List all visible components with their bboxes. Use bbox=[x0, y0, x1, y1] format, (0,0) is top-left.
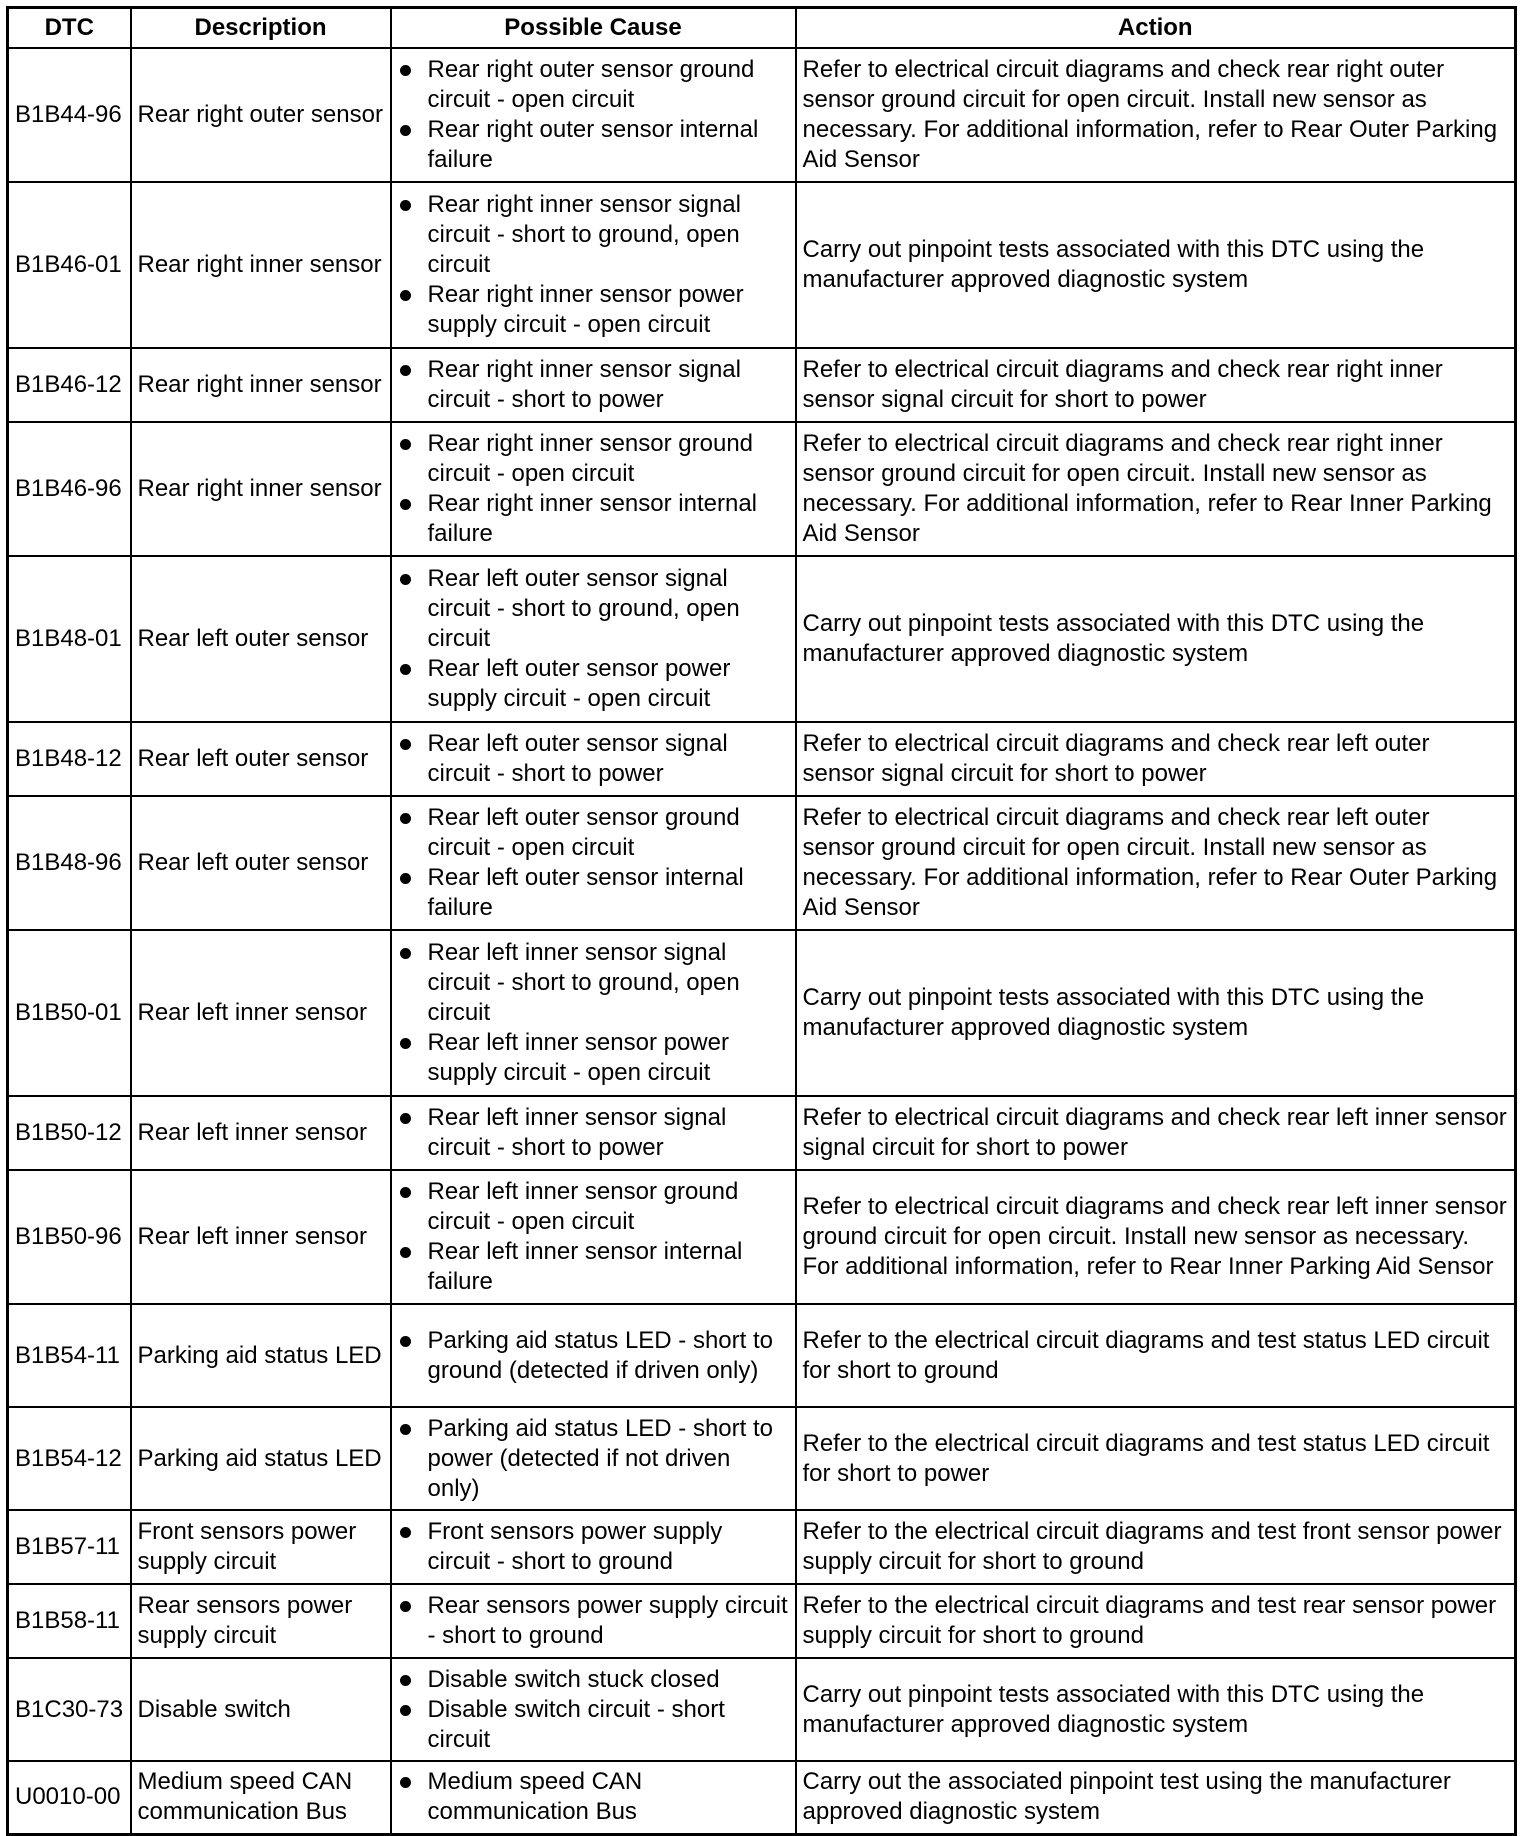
action-text: Refer to electrical circuit diagrams and check rear right inner sensor signal circuit for short to power bbox=[796, 348, 1516, 422]
dtc-code: B1B58-11 bbox=[8, 1584, 131, 1658]
possible-cause-item: Rear left inner sensor signal circuit - short to power bbox=[398, 1103, 789, 1163]
possible-cause-list bbox=[398, 729, 789, 789]
dtc-table-body bbox=[8, 48, 1516, 1834]
possible-cause-item: Parking aid status LED - short to ground (detected if driven only) bbox=[398, 1326, 789, 1386]
possible-cause-item: Rear sensors power supply circuit - short to ground bbox=[398, 1591, 789, 1651]
possible-cause-item: Rear right inner sensor signal circuit - short to power bbox=[398, 355, 789, 415]
dtc-description: Rear right inner sensor bbox=[131, 422, 391, 556]
action-text: Refer to the electrical circuit diagrams and test rear sensor power supply circuit for short to ground bbox=[796, 1584, 1516, 1658]
possible-cause-item: Rear right inner sensor internal failure bbox=[398, 489, 789, 549]
table-row bbox=[8, 1096, 1516, 1170]
dtc-code: B1B44-96 bbox=[8, 48, 131, 182]
dtc-code: B1B48-96 bbox=[8, 796, 131, 930]
dtc-code: B1B50-01 bbox=[8, 930, 131, 1096]
dtc-description: Disable switch bbox=[131, 1658, 391, 1761]
possible-cause-cell bbox=[391, 930, 796, 1096]
dtc-description: Rear left outer sensor bbox=[131, 722, 391, 796]
possible-cause-list bbox=[398, 564, 789, 714]
header-dtc: DTC bbox=[8, 8, 131, 49]
possible-cause-item: Rear right inner sensor signal circuit - short to ground, open circuit bbox=[398, 190, 789, 280]
action-text: Refer to the electrical circuit diagrams and test front sensor power supply circuit for short to ground bbox=[796, 1510, 1516, 1584]
possible-cause-list bbox=[398, 190, 789, 340]
action-text: Carry out pinpoint tests associated with this DTC using the manufacturer approved diagnostic system bbox=[796, 930, 1516, 1096]
table-row bbox=[8, 796, 1516, 930]
possible-cause-item: Rear left inner sensor internal failure bbox=[398, 1237, 789, 1297]
dtc-description: Rear sensors power supply circuit bbox=[131, 1584, 391, 1658]
table-row bbox=[8, 1510, 1516, 1584]
dtc-code: B1B54-12 bbox=[8, 1407, 131, 1510]
possible-cause-item: Rear left outer sensor ground circuit - open circuit bbox=[398, 803, 789, 863]
action-text: Carry out pinpoint tests associated with this DTC using the manufacturer approved diagnostic system bbox=[796, 1658, 1516, 1761]
dtc-code: B1B48-01 bbox=[8, 556, 131, 722]
action-text: Refer to electrical circuit diagrams and check rear left outer sensor ground circuit for open circuit. Install new sensor as necessary. For additional information, refer to Rear Outer Parking Aid Sensor bbox=[796, 796, 1516, 930]
action-text: Refer to electrical circuit diagrams and check rear right inner sensor ground circuit for open circuit. Install new sensor as necessary. For additional information, refer to Rear Inner Parking Aid Sensor bbox=[796, 422, 1516, 556]
table-row bbox=[8, 556, 1516, 722]
dtc-code: B1B46-96 bbox=[8, 422, 131, 556]
dtc-description: Rear left outer sensor bbox=[131, 796, 391, 930]
possible-cause-list bbox=[398, 938, 789, 1088]
possible-cause-cell bbox=[391, 182, 796, 348]
header-action: Action bbox=[796, 8, 1516, 49]
action-text: Refer to electrical circuit diagrams and check rear left inner sensor ground circuit for open circuit. Install new sensor as necessary. For additional information, refer to Rear Inner Parking Aid Sensor bbox=[796, 1170, 1516, 1304]
possible-cause-list bbox=[398, 355, 789, 415]
dtc-code: B1B46-01 bbox=[8, 182, 131, 348]
table-row bbox=[8, 1170, 1516, 1304]
possible-cause-cell bbox=[391, 1407, 796, 1510]
possible-cause-item: Rear left inner sensor power supply circuit - open circuit bbox=[398, 1028, 789, 1088]
possible-cause-item: Disable switch circuit - short circuit bbox=[398, 1695, 789, 1755]
dtc-code: B1B57-11 bbox=[8, 1510, 131, 1584]
possible-cause-list bbox=[398, 1326, 789, 1386]
dtc-description: Rear right outer sensor bbox=[131, 48, 391, 182]
possible-cause-cell bbox=[391, 422, 796, 556]
dtc-code: B1B46-12 bbox=[8, 348, 131, 422]
possible-cause-list bbox=[398, 1414, 789, 1504]
possible-cause-cell bbox=[391, 1304, 796, 1407]
table-row bbox=[8, 1584, 1516, 1658]
table-row bbox=[8, 1658, 1516, 1761]
dtc-code: U0010-00 bbox=[8, 1761, 131, 1834]
dtc-code: B1B50-96 bbox=[8, 1170, 131, 1304]
dtc-description: Rear right inner sensor bbox=[131, 348, 391, 422]
dtc-description: Rear left outer sensor bbox=[131, 556, 391, 722]
possible-cause-item: Rear right inner sensor power supply circuit - open circuit bbox=[398, 280, 789, 340]
table-row bbox=[8, 182, 1516, 348]
possible-cause-list bbox=[398, 1665, 789, 1755]
dtc-code: B1B48-12 bbox=[8, 722, 131, 796]
action-text: Refer to the electrical circuit diagrams and test status LED circuit for short to power bbox=[796, 1407, 1516, 1510]
possible-cause-item: Medium speed CAN communication Bus bbox=[398, 1767, 789, 1827]
possible-cause-cell bbox=[391, 722, 796, 796]
dtc-description: Front sensors power supply circuit bbox=[131, 1510, 391, 1584]
action-text: Carry out the associated pinpoint test using the manufacturer approved diagnostic system bbox=[796, 1761, 1516, 1834]
possible-cause-cell bbox=[391, 1096, 796, 1170]
possible-cause-item: Front sensors power supply circuit - short to ground bbox=[398, 1517, 789, 1577]
possible-cause-item: Rear left outer sensor signal circuit - short to power bbox=[398, 729, 789, 789]
possible-cause-item: Rear left inner sensor ground circuit - open circuit bbox=[398, 1177, 789, 1237]
dtc-table bbox=[6, 6, 1517, 1836]
table-row bbox=[8, 1407, 1516, 1510]
dtc-description: Rear right inner sensor bbox=[131, 182, 391, 348]
possible-cause-list bbox=[398, 55, 789, 175]
possible-cause-list bbox=[398, 1103, 789, 1163]
possible-cause-list bbox=[398, 429, 789, 549]
header-description: Description bbox=[131, 8, 391, 49]
action-text: Refer to electrical circuit diagrams and check rear left inner sensor signal circuit for short to power bbox=[796, 1096, 1516, 1170]
possible-cause-cell bbox=[391, 1584, 796, 1658]
dtc-description: Parking aid status LED bbox=[131, 1304, 391, 1407]
dtc-code: B1B50-12 bbox=[8, 1096, 131, 1170]
table-row bbox=[8, 930, 1516, 1096]
table-row bbox=[8, 422, 1516, 556]
table-row bbox=[8, 1304, 1516, 1407]
possible-cause-item: Rear right outer sensor ground circuit - open circuit bbox=[398, 55, 789, 115]
dtc-code: B1B54-11 bbox=[8, 1304, 131, 1407]
possible-cause-cell bbox=[391, 1510, 796, 1584]
table-row bbox=[8, 348, 1516, 422]
possible-cause-item: Rear left outer sensor power supply circuit - open circuit bbox=[398, 654, 789, 714]
dtc-description: Rear left inner sensor bbox=[131, 930, 391, 1096]
dtc-code: B1C30-73 bbox=[8, 1658, 131, 1761]
action-text: Refer to electrical circuit diagrams and check rear right outer sensor ground circuit for open circuit. Install new sensor as necessary. For additional information, refer to Rear Outer Parking Aid Sensor bbox=[796, 48, 1516, 182]
possible-cause-list bbox=[398, 803, 789, 923]
possible-cause-list bbox=[398, 1177, 789, 1297]
dtc-description: Parking aid status LED bbox=[131, 1407, 391, 1510]
table-row bbox=[8, 722, 1516, 796]
action-text: Refer to electrical circuit diagrams and check rear left outer sensor signal circuit for short to power bbox=[796, 722, 1516, 796]
table-row bbox=[8, 48, 1516, 182]
possible-cause-cell bbox=[391, 556, 796, 722]
dtc-description: Medium speed CAN communication Bus bbox=[131, 1761, 391, 1834]
possible-cause-list bbox=[398, 1517, 789, 1577]
header-row bbox=[8, 8, 1516, 49]
possible-cause-cell bbox=[391, 1761, 796, 1834]
possible-cause-item: Rear left outer sensor internal failure bbox=[398, 863, 789, 923]
possible-cause-item: Rear right inner sensor ground circuit - open circuit bbox=[398, 429, 789, 489]
action-text: Refer to the electrical circuit diagrams and test status LED circuit for short to ground bbox=[796, 1304, 1516, 1407]
possible-cause-item: Rear left inner sensor signal circuit - short to ground, open circuit bbox=[398, 938, 789, 1028]
possible-cause-cell bbox=[391, 1658, 796, 1761]
action-text: Carry out pinpoint tests associated with this DTC using the manufacturer approved diagnostic system bbox=[796, 556, 1516, 722]
table-row bbox=[8, 1761, 1516, 1834]
action-text: Carry out pinpoint tests associated with this DTC using the manufacturer approved diagnostic system bbox=[796, 182, 1516, 348]
possible-cause-cell bbox=[391, 48, 796, 182]
possible-cause-item: Parking aid status LED - short to power (detected if not driven only) bbox=[398, 1414, 789, 1504]
possible-cause-item: Rear right outer sensor internal failure bbox=[398, 115, 789, 175]
possible-cause-cell bbox=[391, 1170, 796, 1304]
possible-cause-item: Rear left outer sensor signal circuit - short to ground, open circuit bbox=[398, 564, 789, 654]
possible-cause-list bbox=[398, 1767, 789, 1827]
possible-cause-cell bbox=[391, 348, 796, 422]
dtc-description: Rear left inner sensor bbox=[131, 1170, 391, 1304]
possible-cause-item: Disable switch stuck closed bbox=[398, 1665, 789, 1695]
possible-cause-cell bbox=[391, 796, 796, 930]
dtc-description: Rear left inner sensor bbox=[131, 1096, 391, 1170]
possible-cause-list bbox=[398, 1591, 789, 1651]
header-possible-cause: Possible Cause bbox=[391, 8, 796, 49]
